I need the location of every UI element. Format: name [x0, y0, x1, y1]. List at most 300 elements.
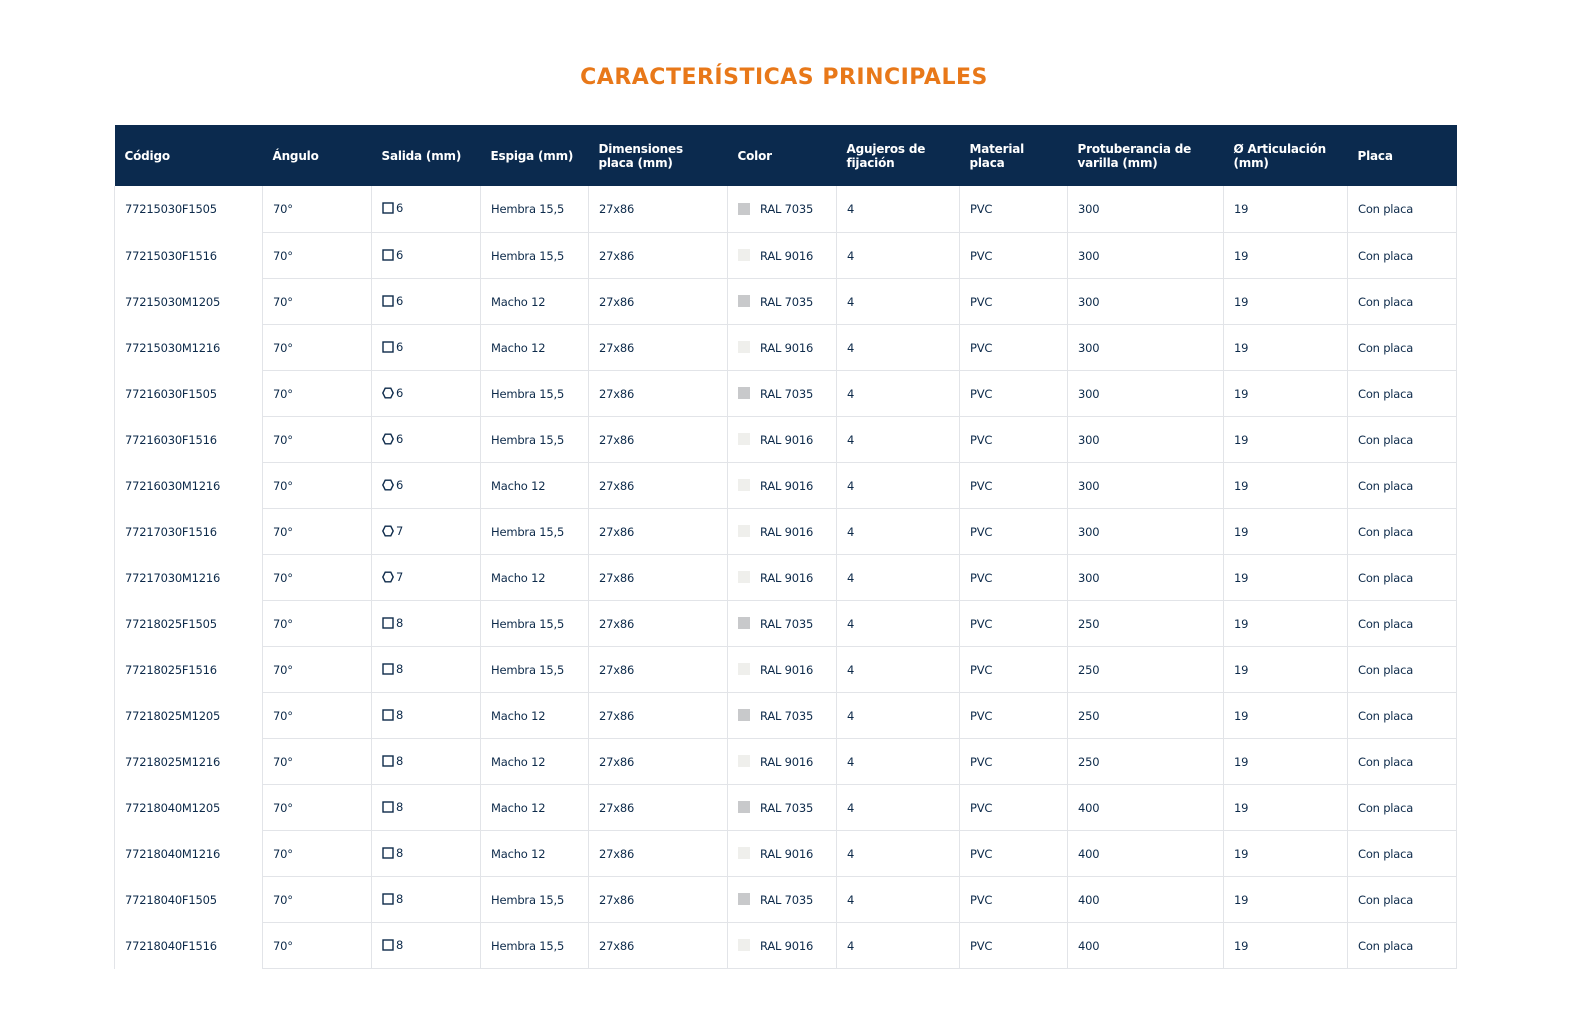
cell-protuberancia: 300 — [1068, 325, 1224, 371]
cell-dimensiones: 27x86 — [589, 186, 728, 233]
cell-material: PVC — [960, 509, 1068, 555]
cell-salida — [372, 371, 481, 417]
cell-codigo: 77215030M1205 — [115, 279, 263, 325]
cell-agujeros: 4 — [837, 693, 960, 739]
cell-color — [728, 186, 837, 233]
salida-value — [382, 386, 403, 400]
cell-placa: Con placa — [1348, 233, 1457, 279]
specs-table-wrapper — [114, 125, 1456, 969]
cell-codigo: 77216030M1216 — [115, 463, 263, 509]
hexagon-icon — [382, 479, 394, 491]
cell-protuberancia: 250 — [1068, 739, 1224, 785]
cell-material: PVC — [960, 739, 1068, 785]
cell-angulo: 70° — [263, 233, 372, 279]
cell-articulacion: 19 — [1224, 693, 1348, 739]
cell-salida — [372, 233, 481, 279]
salida-size: 7 — [396, 523, 404, 538]
cell-espiga: Macho 12 — [481, 831, 589, 877]
table-row — [115, 509, 1457, 555]
color-label: RAL 9016 — [760, 340, 814, 355]
cell-placa: Con placa — [1348, 601, 1457, 647]
cell-salida — [372, 463, 481, 509]
cell-salida — [372, 601, 481, 647]
salida-size: 8 — [396, 799, 404, 814]
color-label: RAL 9016 — [760, 478, 814, 493]
color-swatch — [738, 571, 750, 583]
cell-dimensiones: 27x86 — [589, 877, 728, 923]
cell-placa: Con placa — [1348, 463, 1457, 509]
cell-salida — [372, 647, 481, 693]
salida-value — [382, 478, 403, 492]
color-label: RAL 7035 — [760, 202, 814, 216]
cell-dimensiones: 27x86 — [589, 371, 728, 417]
salida-value — [382, 892, 403, 906]
cell-espiga: Hembra 15,5 — [481, 233, 589, 279]
color-swatch — [738, 663, 750, 675]
salida-size: 8 — [396, 753, 404, 768]
cell-placa: Con placa — [1348, 877, 1457, 923]
cell-articulacion: 19 — [1224, 877, 1348, 923]
square-icon — [382, 847, 394, 859]
cell-placa: Con placa — [1348, 279, 1457, 325]
cell-color — [728, 831, 837, 877]
cell-placa: Con placa — [1348, 693, 1457, 739]
salida-value — [382, 800, 403, 814]
cell-color — [728, 325, 837, 371]
cell-salida — [372, 509, 481, 555]
cell-protuberancia: 250 — [1068, 647, 1224, 693]
column-header-dimensiones: Dimensiones placa (mm) — [589, 125, 728, 186]
color-swatch — [738, 893, 750, 905]
cell-material: PVC — [960, 371, 1068, 417]
color-swatch — [738, 295, 750, 307]
cell-dimensiones: 27x86 — [589, 785, 728, 831]
hexagon-icon — [382, 433, 394, 445]
cell-material: PVC — [960, 831, 1068, 877]
table-row — [115, 785, 1457, 831]
cell-codigo: 77217030M1216 — [115, 555, 263, 601]
cell-codigo: 77218040M1205 — [115, 785, 263, 831]
cell-espiga: Macho 12 — [481, 325, 589, 371]
cell-material: PVC — [960, 785, 1068, 831]
cell-protuberancia: 300 — [1068, 186, 1224, 233]
cell-codigo: 77218040F1505 — [115, 877, 263, 923]
cell-protuberancia: 300 — [1068, 279, 1224, 325]
cell-codigo: 77216030F1516 — [115, 417, 263, 463]
cell-espiga: Hembra 15,5 — [481, 601, 589, 647]
salida-value — [382, 294, 403, 308]
cell-placa: Con placa — [1348, 647, 1457, 693]
column-header-salida: Salida (mm) — [372, 125, 481, 186]
table-row — [115, 555, 1457, 601]
cell-placa: Con placa — [1348, 186, 1457, 233]
cell-articulacion: 19 — [1224, 186, 1348, 233]
cell-protuberancia: 400 — [1068, 923, 1224, 969]
table-row — [115, 417, 1457, 463]
cell-salida — [372, 831, 481, 877]
cell-material: PVC — [960, 279, 1068, 325]
cell-placa: Con placa — [1348, 555, 1457, 601]
salida-size: 6 — [396, 431, 404, 446]
color-swatch — [738, 249, 750, 261]
cell-articulacion: 19 — [1224, 463, 1348, 509]
color-swatch — [738, 479, 750, 491]
cell-material: PVC — [960, 923, 1068, 969]
table-row — [115, 325, 1457, 371]
column-header-agujeros: Agujeros de fijación — [837, 125, 960, 186]
cell-color — [728, 233, 837, 279]
salida-size: 6 — [396, 477, 404, 492]
salida-size: 6 — [396, 339, 404, 354]
color-label: RAL 7035 — [760, 800, 814, 815]
column-header-protuberancia: Protuberancia de varilla (mm) — [1068, 125, 1224, 186]
cell-articulacion: 19 — [1224, 647, 1348, 693]
salida-size: 7 — [396, 569, 404, 584]
square-icon — [382, 663, 394, 675]
cell-salida — [372, 785, 481, 831]
cell-salida — [372, 693, 481, 739]
cell-salida — [372, 325, 481, 371]
cell-codigo: 77218025M1216 — [115, 739, 263, 785]
color-label: RAL 9016 — [760, 570, 814, 585]
cell-angulo: 70° — [263, 785, 372, 831]
cell-salida — [372, 186, 481, 233]
cell-agujeros: 4 — [837, 417, 960, 463]
cell-color — [728, 371, 837, 417]
cell-protuberancia: 300 — [1068, 233, 1224, 279]
color-swatch — [738, 525, 750, 537]
salida-value — [382, 708, 403, 722]
cell-articulacion: 19 — [1224, 417, 1348, 463]
cell-codigo: 77218025F1505 — [115, 601, 263, 647]
specs-table — [114, 125, 1457, 969]
color-label: RAL 9016 — [760, 938, 814, 953]
cell-espiga: Hembra 15,5 — [481, 923, 589, 969]
cell-protuberancia: 300 — [1068, 509, 1224, 555]
square-icon — [382, 617, 394, 629]
cell-angulo: 70° — [263, 325, 372, 371]
column-header-angulo: Ángulo — [263, 125, 372, 186]
cell-color — [728, 509, 837, 555]
color-swatch — [738, 755, 750, 767]
cell-codigo: 77217030F1516 — [115, 509, 263, 555]
cell-angulo: 70° — [263, 647, 372, 693]
cell-agujeros: 4 — [837, 279, 960, 325]
cell-agujeros: 4 — [837, 186, 960, 233]
cell-codigo: 77215030M1216 — [115, 325, 263, 371]
cell-espiga: Macho 12 — [481, 693, 589, 739]
cell-placa: Con placa — [1348, 371, 1457, 417]
cell-color — [728, 693, 837, 739]
square-icon — [382, 939, 394, 951]
cell-articulacion: 19 — [1224, 739, 1348, 785]
cell-codigo: 77218040F1516 — [115, 923, 263, 969]
square-icon — [382, 202, 394, 214]
cell-articulacion: 19 — [1224, 831, 1348, 877]
cell-codigo: 77218040M1216 — [115, 831, 263, 877]
cell-codigo: 77218025M1205 — [115, 693, 263, 739]
color-swatch — [738, 801, 750, 813]
cell-dimensiones: 27x86 — [589, 279, 728, 325]
cell-material: PVC — [960, 186, 1068, 233]
cell-dimensiones: 27x86 — [589, 693, 728, 739]
cell-color — [728, 647, 837, 693]
column-header-placa: Placa — [1348, 125, 1457, 186]
cell-material: PVC — [960, 463, 1068, 509]
cell-placa: Con placa — [1348, 417, 1457, 463]
cell-espiga: Macho 12 — [481, 739, 589, 785]
salida-size: 8 — [396, 845, 404, 860]
cell-color — [728, 923, 837, 969]
cell-articulacion: 19 — [1224, 785, 1348, 831]
cell-material: PVC — [960, 325, 1068, 371]
cell-espiga: Hembra 15,5 — [481, 186, 589, 233]
cell-agujeros: 4 — [837, 739, 960, 785]
cell-espiga: Macho 12 — [481, 463, 589, 509]
cell-placa: Con placa — [1348, 509, 1457, 555]
cell-espiga: Hembra 15,5 — [481, 877, 589, 923]
cell-codigo: 77215030F1505 — [115, 186, 263, 233]
cell-color — [728, 279, 837, 325]
cell-agujeros: 4 — [837, 371, 960, 417]
color-swatch — [738, 203, 750, 215]
hexagon-icon — [382, 571, 394, 583]
color-label: RAL 7035 — [760, 616, 814, 631]
cell-angulo: 70° — [263, 463, 372, 509]
salida-size: 6 — [396, 247, 404, 262]
cell-color — [728, 877, 837, 923]
cell-material: PVC — [960, 647, 1068, 693]
cell-espiga: Hembra 15,5 — [481, 417, 589, 463]
salida-size: 6 — [396, 293, 404, 308]
table-row — [115, 186, 1457, 233]
cell-color — [728, 601, 837, 647]
salida-value — [382, 524, 403, 538]
table-row — [115, 233, 1457, 279]
cell-angulo: 70° — [263, 371, 372, 417]
cell-protuberancia: 400 — [1068, 831, 1224, 877]
cell-angulo: 70° — [263, 877, 372, 923]
salida-value — [382, 201, 403, 215]
cell-espiga: Hembra 15,5 — [481, 371, 589, 417]
cell-espiga: Macho 12 — [481, 279, 589, 325]
cell-placa: Con placa — [1348, 923, 1457, 969]
color-label: RAL 7035 — [760, 708, 814, 723]
salida-size: 8 — [396, 937, 404, 952]
square-icon — [382, 755, 394, 767]
cell-angulo: 70° — [263, 693, 372, 739]
color-swatch — [738, 847, 750, 859]
cell-codigo: 77218025F1516 — [115, 647, 263, 693]
color-swatch — [738, 709, 750, 721]
cell-angulo: 70° — [263, 601, 372, 647]
cell-material: PVC — [960, 601, 1068, 647]
cell-angulo: 70° — [263, 923, 372, 969]
salida-value — [382, 938, 403, 952]
cell-dimensiones: 27x86 — [589, 647, 728, 693]
table-row — [115, 693, 1457, 739]
square-icon — [382, 341, 394, 353]
cell-protuberancia: 300 — [1068, 371, 1224, 417]
table-row — [115, 877, 1457, 923]
cell-espiga: Hembra 15,5 — [481, 509, 589, 555]
cell-articulacion: 19 — [1224, 325, 1348, 371]
cell-angulo: 70° — [263, 279, 372, 325]
cell-articulacion: 19 — [1224, 371, 1348, 417]
table-row — [115, 831, 1457, 877]
color-label: RAL 9016 — [760, 432, 814, 447]
salida-size: 6 — [396, 385, 404, 400]
cell-salida — [372, 739, 481, 785]
table-row — [115, 739, 1457, 785]
cell-espiga: Macho 12 — [481, 785, 589, 831]
table-row — [115, 601, 1457, 647]
cell-articulacion: 19 — [1224, 601, 1348, 647]
cell-dimensiones: 27x86 — [589, 831, 728, 877]
cell-dimensiones: 27x86 — [589, 555, 728, 601]
cell-codigo: 77216030F1505 — [115, 371, 263, 417]
color-label: RAL 7035 — [760, 892, 814, 907]
cell-placa: Con placa — [1348, 785, 1457, 831]
salida-value — [382, 432, 403, 446]
cell-salida — [372, 279, 481, 325]
column-header-color: Color — [728, 125, 837, 186]
color-label: RAL 9016 — [760, 524, 814, 539]
cell-placa: Con placa — [1348, 325, 1457, 371]
color-swatch — [738, 387, 750, 399]
cell-dimensiones: 27x86 — [589, 601, 728, 647]
column-header-codigo: Código — [115, 125, 263, 186]
cell-color — [728, 739, 837, 785]
cell-dimensiones: 27x86 — [589, 509, 728, 555]
cell-angulo: 70° — [263, 417, 372, 463]
cell-material: PVC — [960, 877, 1068, 923]
table-row — [115, 279, 1457, 325]
cell-color — [728, 555, 837, 601]
color-swatch — [738, 939, 750, 951]
hexagon-icon — [382, 525, 394, 537]
column-header-articulacion: Ø Articulación (mm) — [1224, 125, 1348, 186]
salida-value — [382, 846, 403, 860]
cell-agujeros: 4 — [837, 601, 960, 647]
color-label: RAL 7035 — [760, 386, 814, 401]
color-label: RAL 9016 — [760, 754, 814, 769]
cell-articulacion: 19 — [1224, 279, 1348, 325]
cell-material: PVC — [960, 417, 1068, 463]
table-row — [115, 923, 1457, 969]
square-icon — [382, 709, 394, 721]
cell-material: PVC — [960, 555, 1068, 601]
cell-dimensiones: 27x86 — [589, 233, 728, 279]
cell-agujeros: 4 — [837, 831, 960, 877]
cell-dimensiones: 27x86 — [589, 417, 728, 463]
color-label: RAL 9016 — [760, 248, 814, 263]
cell-espiga: Hembra 15,5 — [481, 647, 589, 693]
color-swatch — [738, 617, 750, 629]
salida-size: 8 — [396, 615, 404, 630]
salida-value — [382, 754, 403, 768]
cell-protuberancia: 400 — [1068, 785, 1224, 831]
cell-agujeros: 4 — [837, 233, 960, 279]
cell-color — [728, 417, 837, 463]
cell-dimensiones: 27x86 — [589, 739, 728, 785]
color-label: RAL 9016 — [760, 662, 814, 677]
square-icon — [382, 295, 394, 307]
column-header-espiga: Espiga (mm) — [481, 125, 589, 186]
salida-value — [382, 616, 403, 630]
color-label: RAL 7035 — [760, 294, 814, 309]
cell-agujeros: 4 — [837, 647, 960, 693]
cell-salida — [372, 417, 481, 463]
square-icon — [382, 893, 394, 905]
cell-protuberancia: 400 — [1068, 877, 1224, 923]
column-header-material: Material placa — [960, 125, 1068, 186]
cell-dimensiones: 27x86 — [589, 325, 728, 371]
cell-espiga: Macho 12 — [481, 555, 589, 601]
table-row — [115, 647, 1457, 693]
square-icon — [382, 801, 394, 813]
salida-value — [382, 248, 403, 262]
cell-protuberancia: 300 — [1068, 555, 1224, 601]
square-icon — [382, 249, 394, 261]
cell-articulacion: 19 — [1224, 923, 1348, 969]
cell-agujeros: 4 — [837, 877, 960, 923]
cell-protuberancia: 250 — [1068, 601, 1224, 647]
cell-angulo: 70° — [263, 739, 372, 785]
cell-agujeros: 4 — [837, 785, 960, 831]
salida-value — [382, 662, 403, 676]
cell-placa: Con placa — [1348, 831, 1457, 877]
color-swatch — [738, 341, 750, 353]
cell-agujeros: 4 — [837, 463, 960, 509]
cell-angulo: 70° — [263, 831, 372, 877]
cell-material: PVC — [960, 693, 1068, 739]
cell-color — [728, 785, 837, 831]
table-body — [115, 186, 1457, 969]
salida-size: 8 — [396, 707, 404, 722]
hexagon-icon — [382, 387, 394, 399]
cell-placa: Con placa — [1348, 739, 1457, 785]
cell-codigo: 77215030F1516 — [115, 233, 263, 279]
cell-salida — [372, 555, 481, 601]
salida-size: 8 — [396, 891, 404, 906]
cell-protuberancia: 250 — [1068, 693, 1224, 739]
cell-salida — [372, 923, 481, 969]
cell-dimensiones: 27x86 — [589, 463, 728, 509]
salida-value — [382, 340, 403, 354]
table-row — [115, 371, 1457, 417]
table-row — [115, 463, 1457, 509]
cell-agujeros: 4 — [837, 555, 960, 601]
color-swatch — [738, 433, 750, 445]
cell-agujeros: 4 — [837, 923, 960, 969]
cell-articulacion: 19 — [1224, 233, 1348, 279]
cell-salida — [372, 877, 481, 923]
cell-articulacion: 19 — [1224, 509, 1348, 555]
cell-dimensiones: 27x86 — [589, 923, 728, 969]
table-header-row — [115, 125, 1457, 186]
cell-angulo: 70° — [263, 186, 372, 233]
salida-size: 6 — [396, 201, 404, 215]
cell-color — [728, 463, 837, 509]
cell-angulo: 70° — [263, 509, 372, 555]
cell-agujeros: 4 — [837, 509, 960, 555]
color-label: RAL 9016 — [760, 846, 814, 861]
cell-protuberancia: 300 — [1068, 463, 1224, 509]
cell-agujeros: 4 — [837, 325, 960, 371]
cell-protuberancia: 300 — [1068, 417, 1224, 463]
cell-articulacion: 19 — [1224, 555, 1348, 601]
